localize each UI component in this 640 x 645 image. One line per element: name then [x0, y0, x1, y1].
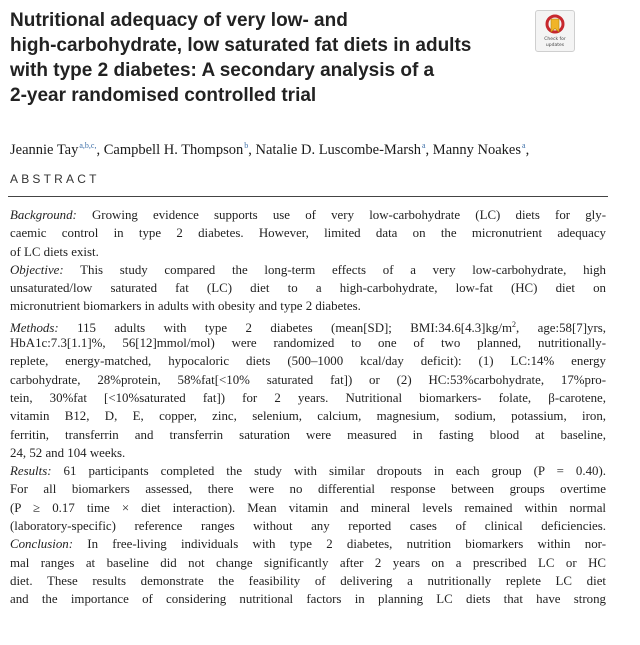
abstract-line-text: replete, energy-matched, hypocaloric diets (500–1000 kcal/day deficit): (1) LC:14% energy [10, 354, 606, 369]
abstract-line [10, 590, 606, 608]
abstract-line [10, 389, 606, 407]
author-item [255, 142, 432, 158]
abstract-line-text: micronutrient biomarkers in adults with obesity and type 2 diabetes. [10, 299, 361, 314]
author-separator: , [525, 142, 530, 158]
crossmark-label-line1: Check for [544, 37, 566, 42]
abstract-line [10, 279, 606, 297]
abstract-line-text: carbohydrate, 28%protein, 58%fat[<10% saturated fat]) or (2) HC:53%carbohydrate, 17%pro- [10, 372, 606, 387]
author-separator: , [425, 142, 433, 158]
abstract-line [10, 316, 606, 334]
abstract-line-text: 61 participants completed the study with similar dropouts in each group (P = 0.40). [51, 464, 606, 479]
abstract-line [10, 224, 606, 242]
abstract-section-label: Objective: [10, 262, 64, 277]
abstract-line-text: diet. These results demonstrate the feasibility of delivering a nutritionally replete LC diet [10, 573, 606, 588]
abstract-section-label: Background: [10, 208, 77, 222]
abstract-line [10, 444, 606, 462]
abstract-section-label: Conclusion: [10, 537, 74, 552]
abstract-body [10, 206, 606, 609]
abstract-section-label: Methods: [10, 320, 59, 335]
author-affiliation[interactable]: a,b,c, [79, 141, 97, 150]
title-line: with type 2 diabetes: A secondary analysis of a [10, 60, 435, 81]
superscript: 2 [511, 319, 516, 329]
abstract-line [10, 206, 606, 224]
abstract-line-text: caemic control in type 2 diabetes. However, limited data on the micronutrient adequacy [10, 226, 606, 241]
title-line: 2-year randomised controlled trial [10, 85, 317, 106]
author-item [10, 142, 104, 158]
crossmark-icon [545, 14, 565, 36]
abstract-line-text: of LC diets exist. [10, 244, 99, 259]
abstract-line-text: This study compared the long-term effects of a very low-carbohydrate, high [63, 262, 606, 277]
abstract-line-text: vitamin B12, D, E, copper, zinc, selenium, calcium, magnesium, sodium, potassium, iron, [10, 409, 606, 424]
author-affiliation[interactable]: a [522, 141, 526, 150]
abstract-line [10, 352, 606, 370]
abstract-line [10, 426, 606, 444]
abstract-line-text: , age:58[7]yrs, [515, 320, 606, 335]
article-title [10, 8, 530, 108]
author-name[interactable]: Campbell H. Thompson [103, 142, 244, 158]
abstract-line [10, 462, 606, 480]
author-item [433, 142, 529, 158]
abstract-heading: ABSTRACT [10, 172, 100, 186]
abstract-line [10, 480, 606, 498]
abstract-line-text: ferritin, transferrin and transferrin saturation were measured in fasting blood at baseline, [10, 427, 606, 442]
abstract-line [10, 517, 606, 535]
abstract-line-text: and the importance of considering nutritional factors in planning LC diets that have strong [10, 592, 606, 607]
abstract-line-text: (laboratory-specific) reference ranges without any reported cases of clinical deficiencies. [10, 519, 606, 534]
abstract-line [10, 572, 606, 590]
abstract-section-label: Results: [10, 464, 52, 479]
abstract-line-text: unsaturated/low saturated fat (LC) diet to a high-carbohydrate, low-fat (HC) diet on [10, 281, 606, 296]
author-item [104, 142, 256, 158]
abstract-line [10, 535, 606, 553]
abstract-line [10, 499, 606, 517]
abstract-line-text: 115 adults with type 2 diabetes (mean[SD]; BMI:34.6[4.3]kg/m [58, 320, 512, 335]
check-for-updates-button[interactable] [535, 10, 575, 52]
abstract-line [10, 261, 606, 279]
abstract-line-text: Growing evidence supports use of very low-carbohydrate (LC) diets for gly- [76, 208, 606, 222]
abstract-line-text: mal ranges at baseline did not change significantly after 2 years on a prescribed LC or HC [10, 555, 606, 570]
abstract-line-text: For all biomarkers assessed, there were no differential response between groups overtime [10, 482, 606, 497]
abstract-line [10, 243, 606, 261]
abstract-line [10, 371, 606, 389]
author-affiliation[interactable]: b [244, 141, 249, 150]
section-divider [8, 196, 608, 197]
author-affiliation[interactable]: a [421, 141, 426, 150]
crossmark-label-line2: updates [545, 43, 565, 48]
abstract-line-text: (P ≥ 0.17 time × diet interaction). Mean vitamin and mineral levels remained within normal [10, 500, 606, 515]
abstract-line [10, 297, 606, 315]
title-line: Nutritional adequacy of very low- and [10, 10, 348, 31]
author-separator: , [96, 142, 104, 158]
abstract-line [10, 407, 606, 425]
page-cutoff-fade [0, 634, 640, 645]
abstract-line [10, 554, 606, 572]
author-name[interactable]: Jeannie Tay [10, 142, 79, 158]
abstract-line-text: tein, 30%fat [<10%saturated fat]) for 2 years. Nutritional biomarkers- folate, β-carotene, [10, 390, 606, 405]
author-list [10, 137, 640, 159]
author-name[interactable]: Natalie D. Luscombe-Marsh [255, 142, 421, 158]
abstract-line [10, 334, 606, 352]
author-separator: , [248, 142, 256, 158]
abstract-line-text: In free-living individuals with type 2 diabetes, nutrition biomarkers within nor- [73, 537, 606, 552]
title-line: high-carbohydrate, low saturated fat diets in adults [10, 35, 472, 56]
abstract-line-text: HbA1c:7.3[1.1]%, 56[12]mmol/mol) were randomized to one of two planned, nutritionally- [10, 336, 606, 351]
abstract-line-text: 24, 52 and 104 weeks. [10, 445, 126, 460]
author-name[interactable]: Manny Noakes [432, 142, 521, 158]
